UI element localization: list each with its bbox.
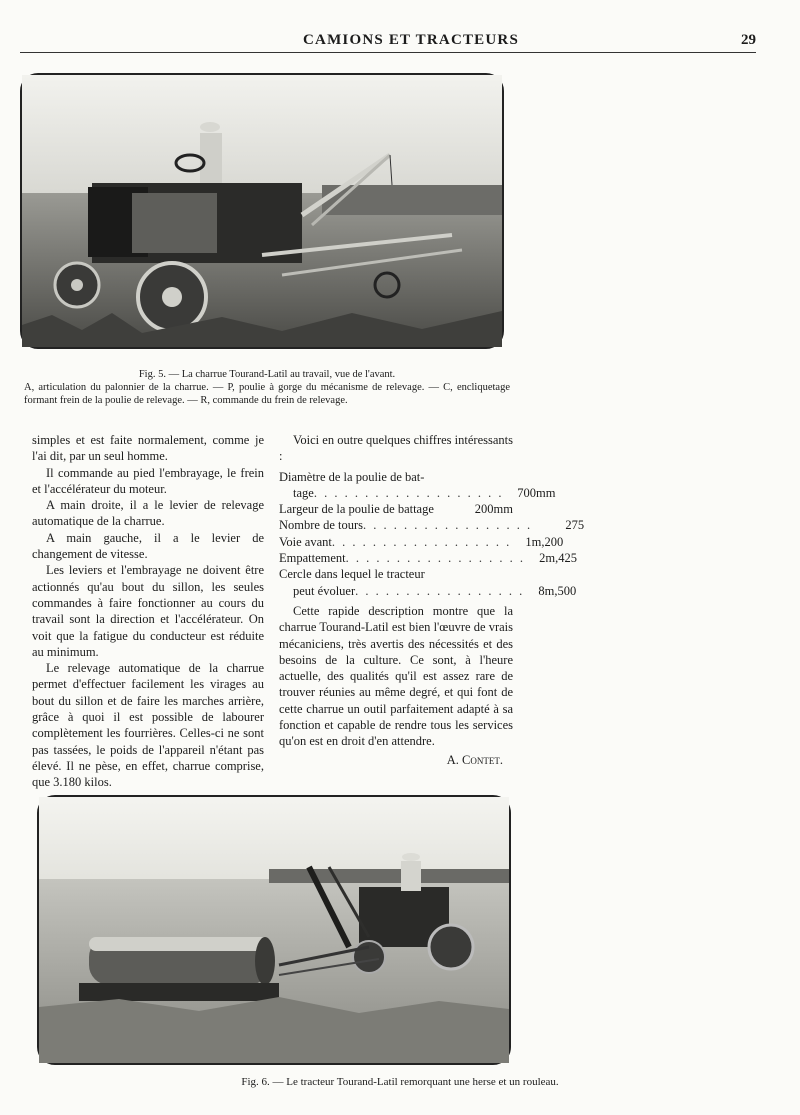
spec-label: peut évoluer [293, 583, 356, 598]
specs-intro: Voici en outre quelques chiffres intéressants : [279, 433, 513, 464]
paragraph: Le relevage automatique de la charrue permet d'effectuer facilement les virages au bout du sillon et de faire les marches arrière, grâce à quoi il est possible de labourer complètement les fourrières. Celles-ci ne sont pas tassées, le poids de l'appareil n'étant pas élevé. Il ne pèse, en effet, charrue comprise, que 3.180 kilos. [32, 661, 264, 790]
spec-value: 275 [565, 518, 585, 533]
paragraph: A main gauche, il a le levier de changement de vitesse. [32, 530, 264, 562]
figure-6-photo [37, 795, 511, 1065]
spec-row [279, 517, 585, 533]
spec-row [279, 501, 513, 517]
figure-5-photo [20, 73, 504, 349]
spec-label: tage [293, 485, 314, 500]
figure-5-title: Fig. 5. — La charrue Tourand-Latil au travail, vue de l'avant. [138, 369, 396, 380]
spec-label: Largeur de la poulie de battage [279, 502, 434, 517]
spec-row [279, 485, 556, 501]
spec-value: 2m,425 [539, 551, 578, 566]
left-column [32, 432, 264, 791]
spec-leader: . . . . . . . . . . . . . . . . . . [331, 534, 512, 549]
spec-value: 700mm [517, 485, 556, 500]
spec-value: 1m,200 [525, 534, 564, 549]
paragraph: simples et est faite normalement, comme je l'ai dit, par un seul homme. [32, 433, 264, 464]
figure-6-caption: Fig. 6. — Le tracteur Tourand-Latil remorquant une herse et un rouleau. [241, 1076, 559, 1088]
conclusion-paragraph: Cette rapide description montre que la charrue Tourand-Latil est bien l'œuvre de vrais mécaniciens, très avertis des nécessités et des besoins de la culture. Ce sont, à l'heure actuelle, des qualités qu'il est assez rare de trouver réunies au même degré, et qui font de cette charrue un outil parfaitement adapté à sa fonction et capable de rendre tous les services qu'on est en droit d'en attendre. [279, 603, 513, 749]
spec-row [279, 534, 564, 550]
spec-label: Nombre de tours [279, 518, 364, 533]
specs-table [279, 469, 585, 599]
page-header [20, 30, 756, 52]
figure-5-caption [24, 368, 510, 407]
spec-leader: . . . . . . . . . . . . . . . . . [363, 518, 533, 533]
paragraph: Il commande au pied l'embrayage, le frein et l'accélérateur du moteur. [32, 465, 264, 496]
spec-leader: . . . . . . . . . . . . . . . . . . . [313, 485, 504, 500]
figure-5-legend: A, articulation du palonnier de la charrue. — P, poulie à gorge du mécanisme de relevage. — C, encliquetage formant frein de la poulie de relevage. — R, commande du frein de relevage. [24, 382, 510, 406]
running-title: CAMIONS ET TRACTEURS [303, 32, 519, 48]
spec-leader: . . . . . . . . . . . . . . . . . . [345, 551, 526, 566]
spec-label: Empattement [279, 551, 346, 566]
spec-value: 200mm [474, 502, 513, 517]
spec-label: Voie avant [279, 534, 332, 549]
spec-value: 8m,500 [538, 583, 577, 598]
spec-leader: . . . . . . . . . . . . . . . . . [355, 583, 525, 598]
spec-head: Diamètre de la poulie de bat- [279, 469, 425, 484]
paragraph: A main droite, il a le levier de relevage automatique de la charrue. [32, 498, 264, 529]
header-rule [20, 52, 756, 53]
author-signature: A. Contet. [446, 752, 503, 767]
right-column [279, 432, 585, 768]
spec-row [279, 583, 577, 599]
spec-row [279, 550, 578, 566]
page-number: 29 [741, 32, 756, 48]
paragraph: Les leviers et l'embrayage ne doivent être actionnés qu'au bout du sillon, les seules commandes à faire fonctionner au cours du travail sont la direction et l'accélérateur. On voit que la fatigue du conducteur est réduite au minimum. [32, 563, 264, 659]
spec-head: Cercle dans lequel le tracteur [279, 567, 425, 582]
